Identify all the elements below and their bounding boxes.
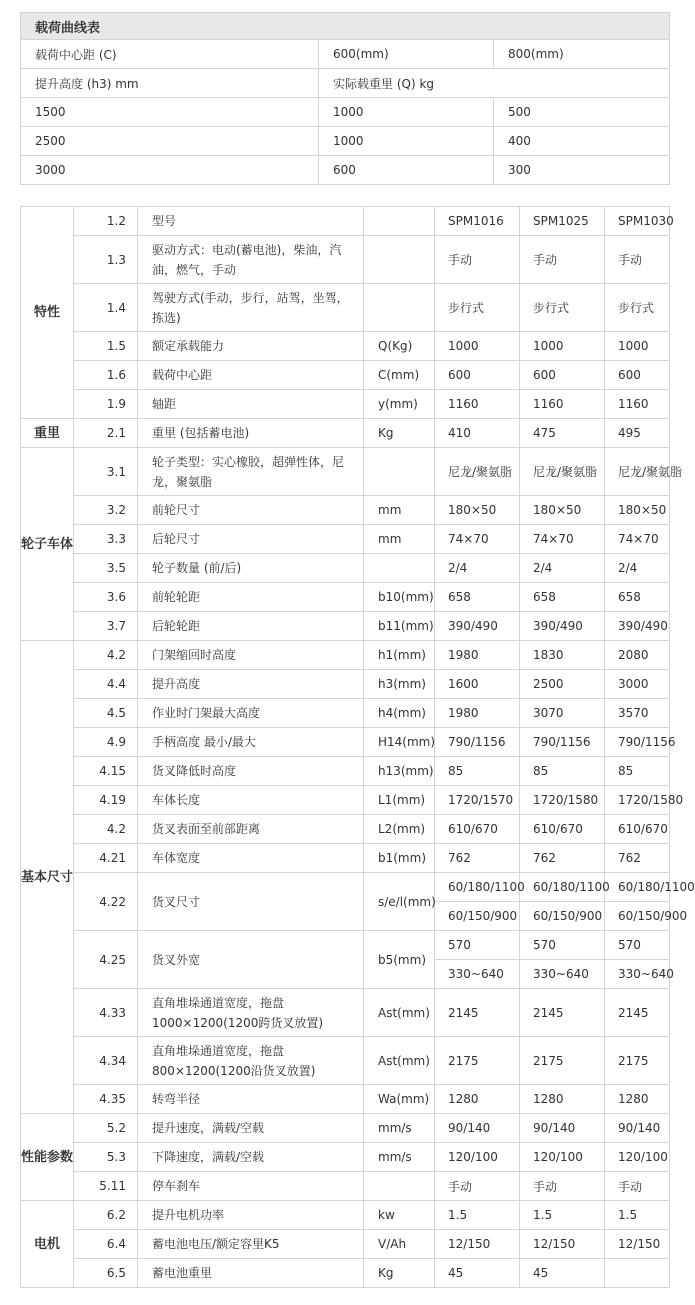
spec-item-number: 3.2 bbox=[74, 496, 138, 525]
spec-item-name: 驱动方式：电动(蓄电池)，柴油，汽油，燃气，手动 bbox=[138, 236, 364, 284]
load-table-cell: 400 bbox=[494, 127, 670, 156]
spec-item-unit bbox=[364, 236, 435, 284]
spec-item-unit: H14(mm) bbox=[364, 728, 435, 757]
category-weight: 重里 bbox=[21, 419, 74, 448]
spec-item-number: 3.5 bbox=[74, 554, 138, 583]
spec-value: 120/100 bbox=[520, 1143, 605, 1172]
spec-item-name: 货叉表面至前部距离 bbox=[138, 815, 364, 844]
category-dimensions: 基本尺寸 bbox=[21, 641, 74, 1114]
spec-value: SPM1025 bbox=[520, 207, 605, 236]
spec-row bbox=[21, 332, 670, 361]
spec-row bbox=[21, 1143, 670, 1172]
spec-value: 2175 bbox=[520, 1037, 605, 1085]
spec-value: 2175 bbox=[605, 1037, 670, 1085]
spec-value: 2175 bbox=[435, 1037, 520, 1085]
actual-capacity-label: 实际载重里 (Q) kg bbox=[319, 69, 670, 98]
spec-value: 85 bbox=[605, 757, 670, 786]
spec-value: 60/150/900 bbox=[520, 902, 605, 931]
spec-item-name: 货叉降低时高度 bbox=[138, 757, 364, 786]
spec-item-unit: mm/s bbox=[364, 1114, 435, 1143]
spec-value: 600 bbox=[435, 361, 520, 390]
spec-row bbox=[21, 728, 670, 757]
spec-row bbox=[21, 670, 670, 699]
spec-value: 790/1156 bbox=[520, 728, 605, 757]
spec-item-unit: C(mm) bbox=[364, 361, 435, 390]
spec-value: 1830 bbox=[520, 641, 605, 670]
spec-row bbox=[21, 1230, 670, 1259]
spec-value: 手动 bbox=[435, 1172, 520, 1201]
spec-value: 658 bbox=[435, 583, 520, 612]
spec-value bbox=[605, 1259, 670, 1288]
spec-item-number: 3.6 bbox=[74, 583, 138, 612]
spec-item-number: 5.3 bbox=[74, 1143, 138, 1172]
spec-value: 390/490 bbox=[605, 612, 670, 641]
spec-value: 120/100 bbox=[435, 1143, 520, 1172]
spec-item-name: 前轮轮距 bbox=[138, 583, 364, 612]
spec-item-unit: h1(mm) bbox=[364, 641, 435, 670]
spec-value: 762 bbox=[435, 844, 520, 873]
load-table-cell: 300 bbox=[494, 156, 670, 185]
spec-value: 1280 bbox=[520, 1085, 605, 1114]
load-table-cell: 1000 bbox=[319, 98, 494, 127]
category-features: 特性 bbox=[21, 207, 74, 419]
spec-item-unit bbox=[364, 1172, 435, 1201]
spec-item-number: 6.2 bbox=[74, 1201, 138, 1230]
spec-item-number: 4.34 bbox=[74, 1037, 138, 1085]
load-center-label: 载荷中心距 (C) bbox=[21, 40, 319, 69]
spec-item-name: 蓄电池电压/额定容里K5 bbox=[138, 1230, 364, 1259]
spec-value: 尼龙/聚氨脂 bbox=[520, 448, 605, 496]
spec-value: 790/1156 bbox=[605, 728, 670, 757]
spec-item-unit: mm bbox=[364, 525, 435, 554]
lift-height-label: 提升高度 (h3) mm bbox=[21, 69, 319, 98]
load-curve-table bbox=[20, 12, 670, 185]
spec-value: 1.5 bbox=[605, 1201, 670, 1230]
spec-value: 手动 bbox=[520, 236, 605, 284]
spec-value: 570 bbox=[520, 931, 605, 960]
spec-value: 手动 bbox=[605, 236, 670, 284]
spec-item-name: 后轮尺寸 bbox=[138, 525, 364, 554]
spec-value: 1000 bbox=[435, 332, 520, 361]
spec-item-name: 手柄高度 最小/最大 bbox=[138, 728, 364, 757]
spec-value: 1160 bbox=[605, 390, 670, 419]
spec-item-number: 4.19 bbox=[74, 786, 138, 815]
spec-table bbox=[20, 206, 695, 1288]
spec-item-unit: h13(mm) bbox=[364, 757, 435, 786]
spec-row bbox=[21, 844, 670, 873]
spec-value: 90/140 bbox=[435, 1114, 520, 1143]
spec-row bbox=[21, 786, 670, 815]
spec-value: 尼龙/聚氨脂 bbox=[435, 448, 520, 496]
spec-item-name: 转弯半径 bbox=[138, 1085, 364, 1114]
spec-item-unit: b5(mm) bbox=[364, 931, 435, 989]
spec-value: 3000 bbox=[605, 670, 670, 699]
category-motor: 电机 bbox=[21, 1201, 74, 1288]
spec-item-name: 提升高度 bbox=[138, 670, 364, 699]
category-wheels: 轮子车体 bbox=[21, 448, 74, 641]
spec-value: 12/150 bbox=[520, 1230, 605, 1259]
spec-value: 手动 bbox=[435, 236, 520, 284]
spec-value: 1000 bbox=[605, 332, 670, 361]
spec-item-number: 4.4 bbox=[74, 670, 138, 699]
spec-value: 90/140 bbox=[605, 1114, 670, 1143]
spec-item-name: 作业时门架最大高度 bbox=[138, 699, 364, 728]
spec-row bbox=[21, 815, 670, 844]
spec-row bbox=[21, 1114, 670, 1143]
spec-item-number: 1.4 bbox=[74, 284, 138, 332]
spec-row bbox=[21, 236, 670, 284]
spec-value: 45 bbox=[520, 1259, 605, 1288]
spec-item-unit: Kg bbox=[364, 1259, 435, 1288]
spec-row bbox=[21, 525, 670, 554]
spec-value: 570 bbox=[435, 931, 520, 960]
spec-item-name: 下降速度，满载/空载 bbox=[138, 1143, 364, 1172]
load-table-cell: 1000 bbox=[319, 127, 494, 156]
spec-item-name: 直角堆垛通道宽度，拖盘1000×1200(1200跨货叉放置) bbox=[138, 989, 364, 1037]
spec-value: 3570 bbox=[605, 699, 670, 728]
load-table-cell: 2500 bbox=[21, 127, 319, 156]
spec-value: 步行式 bbox=[605, 284, 670, 332]
spec-value: 手动 bbox=[605, 1172, 670, 1201]
spec-item-unit: kw bbox=[364, 1201, 435, 1230]
spec-item-name: 轮子类型：实心橡胶，超弹性体，尼龙，聚氨脂 bbox=[138, 448, 364, 496]
spec-value: 85 bbox=[435, 757, 520, 786]
spec-item-unit: y(mm) bbox=[364, 390, 435, 419]
spec-value: 步行式 bbox=[520, 284, 605, 332]
spec-value: 1980 bbox=[435, 699, 520, 728]
spec-value: 2080 bbox=[605, 641, 670, 670]
spec-row bbox=[21, 583, 670, 612]
spec-row bbox=[21, 390, 670, 419]
spec-item-number: 1.6 bbox=[74, 361, 138, 390]
spec-item-number: 6.4 bbox=[74, 1230, 138, 1259]
spec-value: 658 bbox=[520, 583, 605, 612]
spec-item-unit: Q(Kg) bbox=[364, 332, 435, 361]
spec-value: 495 bbox=[605, 419, 670, 448]
spec-value: 1980 bbox=[435, 641, 520, 670]
spec-item-unit bbox=[364, 554, 435, 583]
spec-value: 1720/1580 bbox=[605, 786, 670, 815]
spec-value: 74×70 bbox=[435, 525, 520, 554]
spec-value: 60/150/900 bbox=[605, 902, 670, 931]
spec-value: 85 bbox=[520, 757, 605, 786]
spec-value: 1280 bbox=[435, 1085, 520, 1114]
spec-row bbox=[21, 931, 670, 960]
spec-row bbox=[21, 641, 670, 670]
spec-item-unit bbox=[364, 448, 435, 496]
spec-value: SPM1016 bbox=[435, 207, 520, 236]
spec-value: 60/180/1100 bbox=[435, 873, 520, 902]
spec-row bbox=[21, 361, 670, 390]
spec-item-name: 货叉外宽 bbox=[138, 931, 364, 989]
spec-value: 790/1156 bbox=[435, 728, 520, 757]
spec-value: 2/4 bbox=[520, 554, 605, 583]
spec-row bbox=[21, 757, 670, 786]
spec-item-unit: Ast(mm) bbox=[364, 989, 435, 1037]
spec-value: 90/140 bbox=[520, 1114, 605, 1143]
load-table-cell: 600 bbox=[319, 156, 494, 185]
spec-value: SPM1030 bbox=[605, 207, 670, 236]
category-performance: 性能参数 bbox=[21, 1114, 74, 1201]
spec-item-number: 3.7 bbox=[74, 612, 138, 641]
spec-item-name: 载荷中心距 bbox=[138, 361, 364, 390]
spec-item-number: 4.2 bbox=[74, 641, 138, 670]
spec-item-number: 4.22 bbox=[74, 873, 138, 931]
spec-row bbox=[21, 1259, 670, 1288]
spec-value: 尼龙/聚氨脂 bbox=[605, 448, 670, 496]
spec-value: 330~640 bbox=[520, 960, 605, 989]
spec-item-name: 重里 (包括蓄电池) bbox=[138, 419, 364, 448]
spec-item-number: 1.5 bbox=[74, 332, 138, 361]
spec-item-number: 1.9 bbox=[74, 390, 138, 419]
spec-value: 762 bbox=[520, 844, 605, 873]
load-center-600: 600(mm) bbox=[319, 40, 494, 69]
spec-item-name: 轮子数量 (前/后) bbox=[138, 554, 364, 583]
spec-item-number: 4.2 bbox=[74, 815, 138, 844]
spec-row bbox=[21, 284, 670, 332]
spec-item-number: 3.1 bbox=[74, 448, 138, 496]
spec-item-name: 提升速度，满载/空载 bbox=[138, 1114, 364, 1143]
spec-item-unit: mm bbox=[364, 496, 435, 525]
load-center-800: 800(mm) bbox=[494, 40, 670, 69]
spec-row bbox=[21, 1172, 670, 1201]
spec-value: 658 bbox=[605, 583, 670, 612]
spec-value: 步行式 bbox=[435, 284, 520, 332]
spec-item-name: 停车刹车 bbox=[138, 1172, 364, 1201]
spec-value: 180×50 bbox=[520, 496, 605, 525]
spec-value: 74×70 bbox=[520, 525, 605, 554]
spec-item-unit: mm/s bbox=[364, 1143, 435, 1172]
spec-item-unit: V/Ah bbox=[364, 1230, 435, 1259]
spec-value: 330~640 bbox=[605, 960, 670, 989]
spec-item-number: 4.15 bbox=[74, 757, 138, 786]
spec-item-name: 直角堆垛通道宽度，拖盘800×1200(1200沿货叉放置) bbox=[138, 1037, 364, 1085]
spec-value: 1280 bbox=[605, 1085, 670, 1114]
spec-value: 2/4 bbox=[605, 554, 670, 583]
spec-value: 180×50 bbox=[605, 496, 670, 525]
spec-item-unit: s/e/l(mm) bbox=[364, 873, 435, 931]
spec-item-unit: Wa(mm) bbox=[364, 1085, 435, 1114]
spec-value: 390/490 bbox=[520, 612, 605, 641]
spec-value: 60/180/1100 bbox=[520, 873, 605, 902]
spec-row bbox=[21, 207, 670, 236]
spec-item-number: 5.2 bbox=[74, 1114, 138, 1143]
spec-value: 610/670 bbox=[520, 815, 605, 844]
spec-row bbox=[21, 496, 670, 525]
spec-value: 12/150 bbox=[435, 1230, 520, 1259]
spec-item-number: 4.5 bbox=[74, 699, 138, 728]
spec-item-number: 1.2 bbox=[74, 207, 138, 236]
load-table-cell: 3000 bbox=[21, 156, 319, 185]
load-table-cell: 1500 bbox=[21, 98, 319, 127]
load-table-title: 载荷曲线表 bbox=[21, 13, 670, 40]
spec-item-name: 货叉尺寸 bbox=[138, 873, 364, 931]
spec-item-unit: L2(mm) bbox=[364, 815, 435, 844]
spec-value: 2500 bbox=[520, 670, 605, 699]
load-table-cell: 500 bbox=[494, 98, 670, 127]
spec-value: 1.5 bbox=[435, 1201, 520, 1230]
spec-item-unit: b1(mm) bbox=[364, 844, 435, 873]
spec-value: 3070 bbox=[520, 699, 605, 728]
spec-value: 570 bbox=[605, 931, 670, 960]
spec-value: 410 bbox=[435, 419, 520, 448]
spec-row bbox=[21, 1201, 670, 1230]
spec-value: 1720/1570 bbox=[435, 786, 520, 815]
spec-value: 1160 bbox=[520, 390, 605, 419]
spec-value: 600 bbox=[605, 361, 670, 390]
spec-item-name: 驾驶方式(手动，步行，站驾，坐驾，拣选) bbox=[138, 284, 364, 332]
spec-item-unit bbox=[364, 207, 435, 236]
spec-row bbox=[21, 612, 670, 641]
spec-item-unit: b11(mm) bbox=[364, 612, 435, 641]
spec-value: 1.5 bbox=[520, 1201, 605, 1230]
spec-item-unit: L1(mm) bbox=[364, 786, 435, 815]
spec-value: 762 bbox=[605, 844, 670, 873]
spec-row bbox=[21, 448, 670, 496]
spec-item-number: 5.11 bbox=[74, 1172, 138, 1201]
spec-value: 610/670 bbox=[435, 815, 520, 844]
spec-item-unit bbox=[364, 284, 435, 332]
spec-item-number: 6.5 bbox=[74, 1259, 138, 1288]
spec-row bbox=[21, 989, 670, 1037]
spec-row bbox=[21, 554, 670, 583]
spec-value: 1000 bbox=[520, 332, 605, 361]
spec-value: 120/100 bbox=[605, 1143, 670, 1172]
spec-value: 74×70 bbox=[605, 525, 670, 554]
spec-value: 1600 bbox=[435, 670, 520, 699]
spec-value: 2145 bbox=[520, 989, 605, 1037]
spec-value: 60/150/900 bbox=[435, 902, 520, 931]
spec-row bbox=[21, 1085, 670, 1114]
spec-item-name: 门架缩回时高度 bbox=[138, 641, 364, 670]
spec-item-unit: Ast(mm) bbox=[364, 1037, 435, 1085]
spec-value: 475 bbox=[520, 419, 605, 448]
spec-row bbox=[21, 873, 670, 902]
spec-item-name: 提升电机功率 bbox=[138, 1201, 364, 1230]
spec-item-unit: Kg bbox=[364, 419, 435, 448]
spec-row bbox=[21, 699, 670, 728]
spec-value: 180×50 bbox=[435, 496, 520, 525]
spec-item-name: 前轮尺寸 bbox=[138, 496, 364, 525]
spec-item-unit: h4(mm) bbox=[364, 699, 435, 728]
spec-item-number: 4.21 bbox=[74, 844, 138, 873]
spec-value: 60/180/1100 bbox=[605, 873, 670, 902]
spec-item-name: 蓄电池重里 bbox=[138, 1259, 364, 1288]
spec-item-number: 4.9 bbox=[74, 728, 138, 757]
spec-value: 2145 bbox=[605, 989, 670, 1037]
spec-item-number: 2.1 bbox=[74, 419, 138, 448]
spec-value: 610/670 bbox=[605, 815, 670, 844]
spec-item-unit: h3(mm) bbox=[364, 670, 435, 699]
spec-item-unit: b10(mm) bbox=[364, 583, 435, 612]
spec-item-number: 1.3 bbox=[74, 236, 138, 284]
spec-item-name: 额定承载能力 bbox=[138, 332, 364, 361]
spec-row bbox=[21, 1037, 670, 1085]
spec-value: 330~640 bbox=[435, 960, 520, 989]
spec-item-number: 4.33 bbox=[74, 989, 138, 1037]
spec-value: 1720/1580 bbox=[520, 786, 605, 815]
spec-value: 600 bbox=[520, 361, 605, 390]
spec-value: 12/150 bbox=[605, 1230, 670, 1259]
spec-value: 1160 bbox=[435, 390, 520, 419]
spec-item-name: 轴距 bbox=[138, 390, 364, 419]
spec-value: 手动 bbox=[520, 1172, 605, 1201]
spec-value: 390/490 bbox=[435, 612, 520, 641]
spec-item-number: 4.25 bbox=[74, 931, 138, 989]
spec-item-name: 型号 bbox=[138, 207, 364, 236]
spec-value: 2/4 bbox=[435, 554, 520, 583]
spec-item-number: 3.3 bbox=[74, 525, 138, 554]
spec-value: 2145 bbox=[435, 989, 520, 1037]
spec-item-name: 后轮轮距 bbox=[138, 612, 364, 641]
spec-item-name: 车体长度 bbox=[138, 786, 364, 815]
spec-row bbox=[21, 419, 670, 448]
spec-item-number: 4.35 bbox=[74, 1085, 138, 1114]
spec-item-name: 车体宽度 bbox=[138, 844, 364, 873]
spec-value: 45 bbox=[435, 1259, 520, 1288]
